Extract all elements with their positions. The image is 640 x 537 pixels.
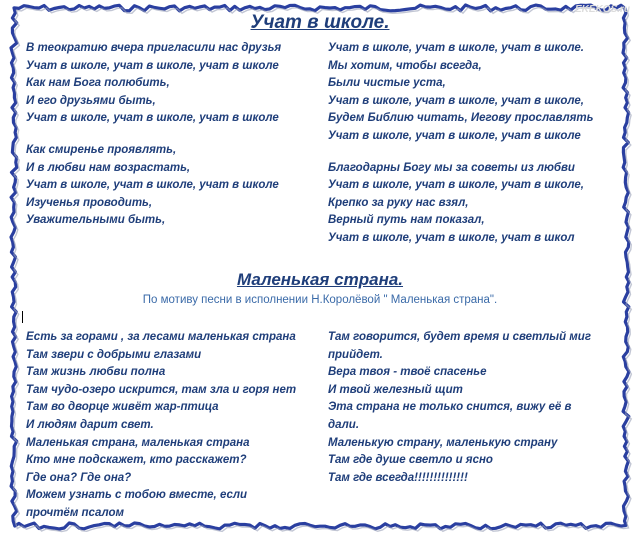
- lyric-line: Где она? Где она?: [26, 471, 132, 484]
- lyric-line: Маленькую страну, маленькую страну: [328, 436, 558, 449]
- lyric-line: Там где всегда!!!!!!!!!!!!!!: [328, 471, 468, 484]
- song2-left-column: [26, 329, 296, 523]
- lyric-line: Учат в школе, учат в школе, учат в школе: [26, 179, 279, 192]
- lyric-line: В теократию вчера пригласили нас друзья: [26, 42, 282, 54]
- lyric-line: Там жизнь любви полна: [26, 366, 166, 379]
- lyric-line: Есть за горами , за лесами маленькая страна: [26, 331, 296, 343]
- lyric-line: Верный путь нам показал,: [328, 214, 485, 227]
- lyric-line: Там чудо-озеро искрится, там зла и горя нет: [26, 383, 297, 396]
- lyric-line: Как нам Бога полюбить,: [26, 77, 170, 90]
- song2-subtitle: По мотиву песни в исполнении Н.Королёвой " Маленькая страна".: [142, 294, 498, 306]
- watermark-text: EKEKOS.ru: [574, 4, 630, 15]
- song2-title: Маленькая страна.: [236, 270, 404, 289]
- lyric-line: И его друзьями быть,: [26, 94, 156, 107]
- lyric-line: Изученья проводить,: [26, 196, 153, 209]
- lyric-line: Как смиренье проявлять,: [26, 143, 177, 156]
- document-page: [20, 10, 620, 522]
- lyric-line: Благодарны Богу мы за советы из любви: [328, 161, 575, 174]
- lyric-line: Учат в школе, учат в школе, учат в школе: [26, 112, 279, 125]
- lyric-line: Эта страна не только снится, вижу её в: [328, 401, 572, 414]
- lyric-line: Вера твоя - твоё спасенье: [328, 366, 487, 379]
- lyric-line: Там во дворце живёт жар-птица: [26, 401, 219, 414]
- song1-right-column: [328, 40, 593, 248]
- lyric-line: Будем Библию читать, Иегову прославлять: [328, 112, 594, 125]
- lyric-line: Уважительными быть,: [26, 214, 166, 227]
- lyric-line: Учат в школе, учат в школе, учат в школе: [26, 59, 279, 72]
- stanza-gap: [26, 128, 281, 142]
- lyric-line: И людям дарит свет.: [26, 418, 154, 431]
- lyric-line: Учат в школе, учат в школе, учат в школе.: [328, 42, 584, 54]
- lyric-line: Там говорится, будет время и светлый миг: [328, 331, 591, 343]
- lyric-line: Можем узнать с тобою вместе, если: [26, 489, 248, 502]
- lyric-line: Там где душе светло и ясно: [328, 454, 493, 467]
- lyric-line: Кто мне подскажет, кто расскажет?: [26, 454, 247, 467]
- lyric-line: Учат в школе, учат в школе, учат в школ: [328, 231, 575, 244]
- lyric-line: прочтём псалом: [26, 506, 125, 519]
- stanza-gap: [328, 146, 593, 160]
- song1-left-column: [26, 40, 281, 230]
- lyric-line: Учат в школе, учат в школе, учат в школе,: [328, 179, 584, 192]
- song2-right-column: [328, 329, 591, 487]
- lyric-line: Учат в школе, учат в школе, учат в школе: [328, 129, 581, 142]
- lyric-line: Мы хотим, чтобы всегда,: [328, 59, 482, 72]
- lyric-line: И твой железный щит: [328, 383, 463, 396]
- lyric-line: И в любви нам возрастать,: [26, 161, 191, 174]
- lyric-line: Крепко за руку нас взял,: [328, 196, 469, 209]
- lyric-line: Были чистые уста,: [328, 77, 446, 90]
- song1-title: Учат в школе.: [250, 12, 390, 33]
- lyric-line: Там звери с добрыми глазами: [26, 348, 202, 361]
- lyric-line: Маленькая страна, маленькая страна: [26, 436, 250, 449]
- text-cursor: [22, 311, 23, 323]
- lyric-line: Учат в школе, учат в школе, учат в школе,: [328, 94, 584, 107]
- lyric-line: дали.: [328, 418, 360, 431]
- lyric-line: прийдет.: [328, 348, 383, 361]
